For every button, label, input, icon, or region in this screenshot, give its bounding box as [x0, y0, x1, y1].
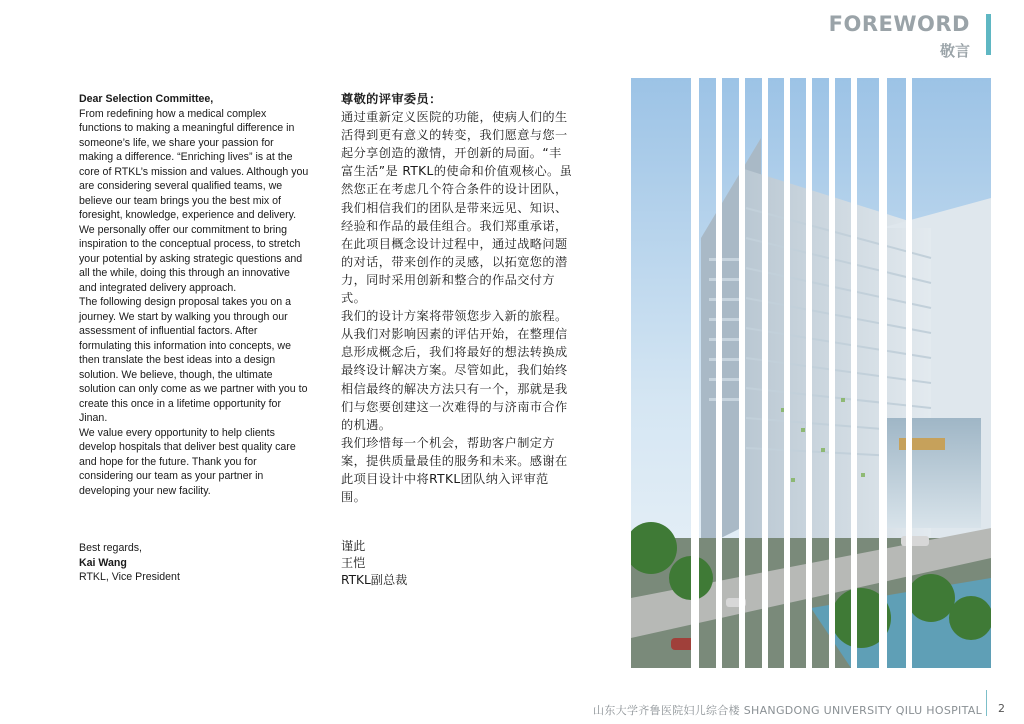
paragraph-en-2: The following design proposal takes you on a journey. We start by walking you through our assessment of influential factors. After formulating this information into concepts, we then translate the best ideas into a design solution. We believe, though, the ultimate solution can only come as we partner with you to create this once in a lifetime opportunity for Jinan. [79, 296, 308, 424]
foreword-title: FOREWORD [828, 12, 970, 36]
salutation-cn: 尊敬的评审委员： [341, 92, 442, 106]
signer-name-cn: 王恺 [341, 556, 366, 570]
signer-name-en: Kai Wang [79, 556, 127, 569]
paragraph-cn-3: 我们珍惜每一个机会，帮助客户制定方案，提供质量最佳的服务和未来。感谢在此项目设计中将RTKL团队纳入评审范围。 [341, 435, 568, 505]
page-number: 2 [998, 702, 1005, 715]
paragraph-cn-2: 我们的设计方案将带领您步入新的旅程。从我们对影响因素的评估开始，在整理信息形成概念后，我们将最好的想法转换成最终设计解决方案。尽管如此，我们始终相信最终的解决方法只有一个，那就是我们与您要创建这一次难得的与济南市合作的机遇。 [341, 309, 568, 432]
paragraph-en-1: From redefining how a medical complex functions to making a meaningful difference in someone’s life, we share your passion for making a difference. “Enriching lives” is at the core of RTKL’s mission and values. Although you are considering several qualified teams, we believe our team brings you the best mix of foresight, knowledge, experience and delivery. We personally offer our commitment to bring inspiration to the conceptual process, to stretch your potential by asking strategic questions and all the while, doing this through an innovative and integrated delivery approach. [79, 107, 309, 294]
footer-project-name: 山东大学齐鲁医院妇儿综合楼 SHANGDONG UNIVERSITY QILU HOSPITAL [593, 704, 982, 717]
paragraph-en-3: We value every opportunity to help clients develop hospitals that deliver best quality care and hope for the future. Thank you for considering our team as your partner in developing your new facility. [79, 426, 296, 497]
paragraph-cn-1: 通过重新定义医院的功能，使病人们的生活得到更有意义的转变，我们愿意与您一起分享创造的激情，开创新的局面。“丰富生活”是 RTKL的使命和价值观核心。虽然您正在考虑几个符合条件的设计团队，我们相信我们的团队是带来远见、知识、经验和作品的最佳组合。我们郑重承诺，在此项目概念设计过程中，通过战略问题的对话，带来创作的灵感，以拓宽您的潜力，同时采用创新和整合的作品交付方式。 [341, 110, 573, 306]
closing-cn: 谨此 [341, 539, 366, 553]
signer-title-cn: RTKL副总裁 [341, 573, 408, 587]
signature-english [79, 541, 309, 585]
footer-divider [986, 690, 987, 716]
foreword-subtitle: 敬言 [939, 42, 970, 60]
hospital-rendering-image [631, 78, 991, 668]
signer-title-en: RTKL, Vice President [79, 571, 180, 583]
header-accent-bar [986, 14, 991, 55]
letter-chinese [341, 90, 573, 506]
letter-english [79, 92, 309, 498]
salutation-en: Dear Selection Committee, [79, 93, 214, 105]
closing-en: Best regards, [79, 542, 143, 554]
signature-chinese [341, 538, 541, 589]
